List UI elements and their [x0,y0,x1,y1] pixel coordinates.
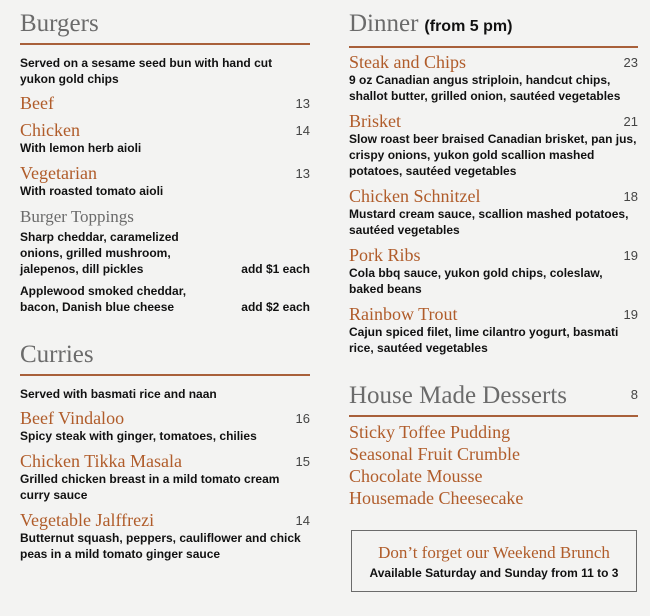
desserts-price: 8 [630,387,638,402]
desserts-heading [349,382,638,417]
menu-item-vegetable-jalffrezi [20,510,310,562]
burger-toppings-heading: Burger Toppings [20,207,134,226]
item-description: With lemon herb aioli [20,141,142,155]
curries-heading [20,341,310,376]
item-price: 19 [623,307,638,322]
item-name: Chicken Schnitzel [349,186,481,206]
dessert-item: Seasonal Fruit Crumble [349,444,520,464]
left-column [20,10,310,569]
dessert-item: Housemade Cheesecake [349,488,524,508]
brunch-subtitle: Available Saturday and Sunday from 11 to 3 [369,566,619,580]
item-price: 16 [295,411,310,426]
item-description: 9 oz Canadian angus striploin, handcut chips, shallot butter, grilled onion, sautéed vegetables [349,73,621,103]
item-description: Cajun spiced filet, lime cilantro yogurt, basmati rice, sautéed vegetables [349,325,619,355]
item-name: Rainbow Trout [349,304,458,324]
curries-title: Curries [20,341,94,368]
item-description: Spicy steak with ginger, tomatoes, chilies [20,429,257,443]
brunch-notice [351,530,637,592]
dinner-subtitle: (from 5 pm) [424,18,513,35]
menu-item-chicken-schnitzel [349,186,638,238]
item-description: Slow roast beer braised Canadian brisket, pan jus, crispy onions, yukon gold scallion mashed potatoes, sautéed vegetables [349,132,637,178]
item-name: Beef [20,93,54,113]
item-name: Beef Vindaloo [20,408,125,428]
item-price: 13 [295,166,310,181]
desserts-title: House Made Desserts [349,382,568,409]
menu-item-chicken-tikka-masala [20,451,310,503]
dessert-item: Sticky Toffee Pudding [349,422,511,442]
topping-text: Applewood smoked cheddar, bacon, Danish blue cheese [20,284,187,314]
item-price: 15 [295,454,310,469]
item-name: Vegetarian [20,163,97,183]
item-price: 23 [623,55,638,70]
topping-option-1 [20,229,310,277]
burgers-intro: Served on a sesame seed bun with hand cut yukon gold chips [20,56,273,86]
item-description: Grilled chicken breast in a mild tomato cream curry sauce [20,472,280,502]
dinner-heading [349,10,638,48]
topping-price: add $2 each [241,300,310,314]
item-price: 13 [295,96,310,111]
item-name: Pork Ribs [349,245,421,265]
item-description: Cola bbq sauce, yukon gold chips, coleslaw, baked beans [349,266,603,296]
brunch-title: Don’t forget our Weekend Brunch [378,543,610,562]
menu-item-beef-burger [20,93,310,113]
item-name: Brisket [349,111,401,131]
dinner-title: Dinner [349,10,419,37]
menu-item-chicken-burger [20,120,310,156]
burgers-title: Burgers [20,10,99,37]
menu-item-beef-vindaloo [20,408,310,444]
topping-option-2 [20,283,310,315]
item-price: 14 [295,513,310,528]
menu-item-rainbow-trout [349,304,638,356]
menu-item-brisket [349,111,638,179]
item-description: Butternut squash, peppers, cauliflower and chick peas in a mild tomato ginger sauce [20,531,301,561]
item-price: 19 [623,248,638,263]
item-name: Chicken [20,120,80,140]
item-name: Steak and Chips [349,52,466,72]
topping-price: add $1 each [241,262,310,276]
curries-intro: Served with basmati rice and naan [20,387,217,401]
item-price: 21 [623,114,638,129]
burgers-heading [20,10,310,45]
topping-text: Sharp cheddar, caramelized onions, grilled mushroom, jalepenos, dill pickles [20,230,179,276]
item-price: 14 [295,123,310,138]
dessert-item: Chocolate Mousse [349,466,483,486]
item-description: Mustard cream sauce, scallion mashed potatoes, sautéed vegetables [349,207,629,237]
menu-item-pork-ribs [349,245,638,297]
menu-item-vegetarian-burger [20,163,310,199]
item-name: Vegetable Jalffrezi [20,510,155,530]
item-price: 18 [623,189,638,204]
item-name: Chicken Tikka Masala [20,451,182,471]
menu-item-steak-and-chips [349,52,638,104]
item-description: With roasted tomato aioli [20,184,164,198]
right-column [349,10,638,509]
